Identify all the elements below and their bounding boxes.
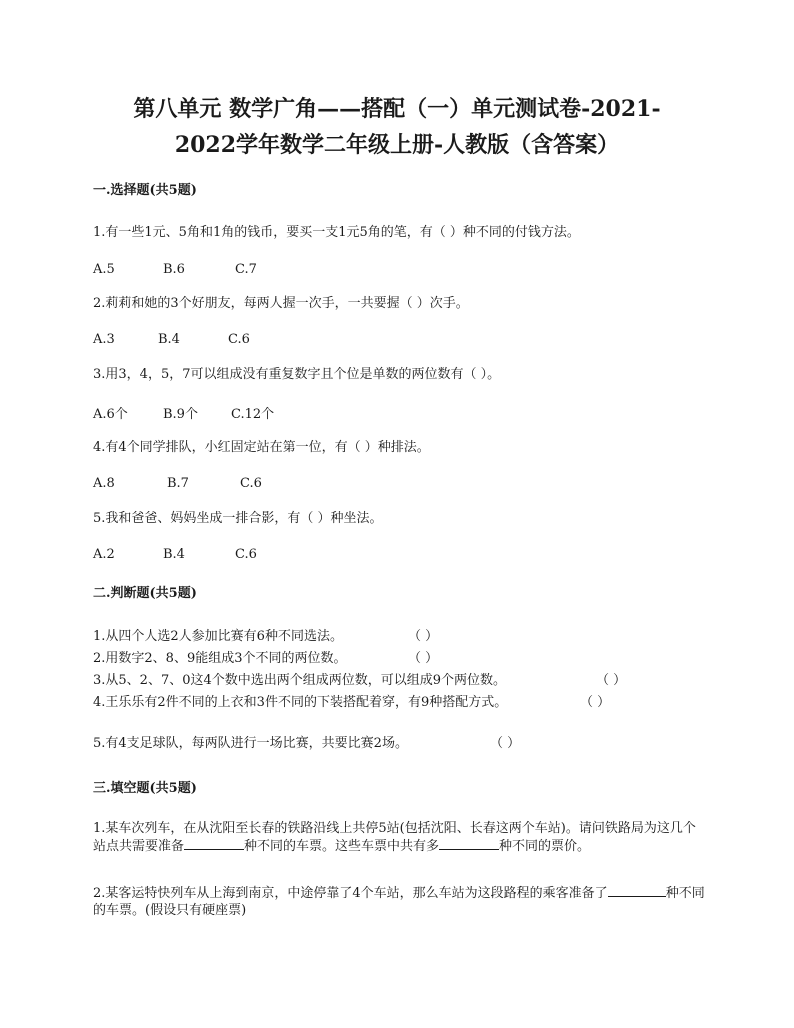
fill-q2-text-1: 2.某客运特快列车从上海到南京，中途停靠了4个车站，那么车站为这段路程的乘客准备了 <box>93 886 608 901</box>
choice-question-5: 5.我和爸爸、妈妈坐成一排合影，有（ ）种坐法。 <box>93 511 383 526</box>
choice-q3-option-c: C.12个 <box>231 407 275 422</box>
fill-q1-blank-1[interactable] <box>184 837 244 850</box>
choice-q3-option-b: B.9个 <box>163 407 198 422</box>
judgement-item-2: 2.用数字2、8、9能组成3个不同的两位数。 <box>93 651 347 666</box>
choice-q2-option-b: B.4 <box>158 332 180 347</box>
choice-q1-option-b: B.6 <box>163 262 185 277</box>
document-title-line-2: 2022学年数学二年级上册-人教版（含答案） <box>174 132 620 158</box>
section-heading-judgement: 二.判断题(共5题) <box>93 586 197 601</box>
fill-q1-blank-2[interactable] <box>439 837 499 850</box>
choice-q2-option-c: C.6 <box>228 332 250 347</box>
choice-question-4: 4.有4个同学排队，小红固定站在第一位，有（ ）种排法。 <box>93 440 430 455</box>
judgement-item-5-bracket: （ ） <box>490 736 521 751</box>
choice-question-2: 2.莉莉和她的3个好朋友，每两人握一次手，一共要握（ ）次手。 <box>93 296 469 311</box>
fill-q2-text-2: 种不同的车票。(假设只有硬座票) <box>93 886 705 918</box>
choice-q1-option-c: C.7 <box>235 262 257 277</box>
fill-q1-text-2: 种不同的车票。这些车票中共有多 <box>244 839 440 854</box>
judgement-item-3-bracket: （ ） <box>596 673 627 688</box>
judgement-item-2-bracket: （ ） <box>408 651 439 666</box>
fill-blank-question-1 <box>93 820 705 855</box>
choice-q5-option-a: A.2 <box>93 547 115 562</box>
document-title-line-1: 第八单元 数学广角——搭配（一）单元测试卷-2021- <box>133 96 661 122</box>
judgement-item-4: 4.王乐乐有2件不同的上衣和3件不同的下装搭配着穿，有9种搭配方式。 <box>93 695 508 710</box>
choice-q5-option-b: B.4 <box>163 547 185 562</box>
judgement-item-5: 5.有4支足球队，每两队进行一场比赛，共要比赛2场。 <box>93 736 408 751</box>
section-heading-choice: 一.选择题(共5题) <box>93 183 197 198</box>
choice-q1-option-a: A.5 <box>93 262 115 277</box>
judgement-item-1: 1.从四个人选2人参加比赛有6种不同选法。 <box>93 629 343 644</box>
fill-q1-text-3: 种不同的票价。 <box>499 839 591 854</box>
fill-blank-question-2 <box>93 884 705 919</box>
choice-q2-option-a: A.3 <box>93 332 115 347</box>
section-heading-fill-blank: 三.填空题(共5题) <box>93 781 197 796</box>
choice-question-3: 3.用3，4，5，7可以组成没有重复数字且个位是单数的两位数有（ ）。 <box>93 367 501 382</box>
choice-q4-option-a: A.8 <box>93 476 115 491</box>
judgement-item-3: 3.从5、2、7、0这4个数中选出两个组成两位数，可以组成9个两位数。 <box>93 673 507 688</box>
judgement-item-1-bracket: （ ） <box>408 629 439 644</box>
choice-q4-option-b: B.7 <box>167 476 189 491</box>
judgement-item-4-bracket: （ ） <box>580 695 611 710</box>
choice-q5-option-c: C.6 <box>235 547 257 562</box>
choice-question-1: 1.有一些1元、5角和1角的钱币，要买一支1元5角的笔，有（ ）种不同的付钱方法。 <box>93 225 580 240</box>
choice-q4-option-c: C.6 <box>240 476 262 491</box>
fill-q2-blank-1[interactable] <box>608 884 666 897</box>
fill-q1-text-1: 1.某车次列车，在从沈阳至长春的铁路沿线上共停5站(包括沈阳、长春这两个车站)。请问铁路局为这几个站点共需要准备 <box>93 821 696 854</box>
choice-q3-option-a: A.6个 <box>93 407 128 422</box>
